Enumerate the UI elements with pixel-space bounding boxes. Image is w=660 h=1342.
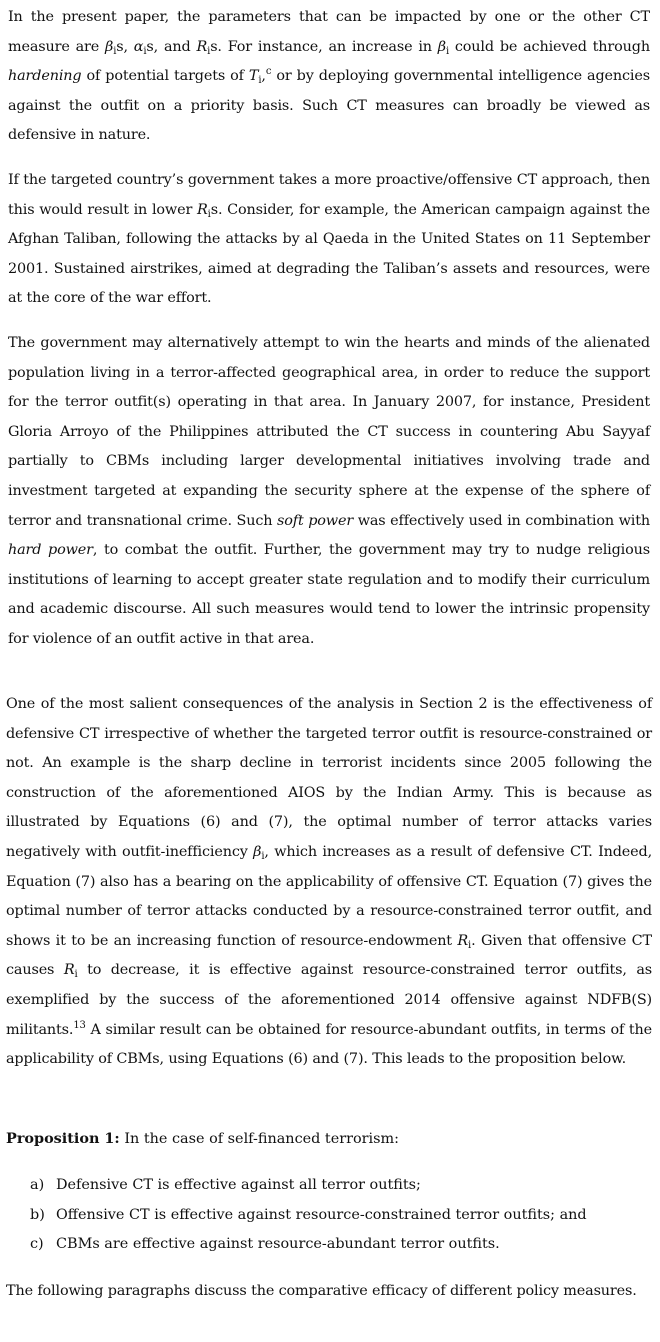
paragraph-closing: The following paragraphs discuss the comparative efficacy of different policy measures. [6,1283,637,1299]
r-symbol: R [63,962,75,979]
subscript-i: i [207,208,211,220]
paragraph-analysis-consequences: One of the most salient consequences of the analysis in Section 2 is the effectiveness of defensive CT irrespective of whether the targeted terror outfit is resource-constrained or not. An example is the sharp decline in terrorist incidents since 2005 following the construction of the aforementioned AIOS by the Indian Army. This is because as illustrated by Equations (6) and (7), the optimal number of terror attacks varies negatively with outfit-inefficiency $\beta_i$, which increases as a result of defensive CT. Indeed, Equation (7) also has a bearing on the applicability of offensive CT. Equation (7) gives the optimal number of terror attacks conducted by a resource-constrained terror outfit, and shows it to be an increasing function of resource-endowment $R_i$. Given that offensive CT causes $R_i$ to decrease, it is effective against resource-constrained terror outfits, as exemplified by the success of the aforementioned 2014 offensive against NDFB(S) militants.$^{13}$ A similar result can be obtained for resource-abundant outfits, in terms of the applicability of CBMs, using Equations (6) and (7). This leads to the proposition below. [6,696,653,1068]
list-marker: c) [30,1236,44,1253]
subscript-i: i [207,45,211,57]
paragraph-ct-parameters: In the present paper, the parameters that can be impacted by one or the other CT measure are $\beta_is$, $\alpha_is$, and $R_is$. For instance, an increase in $\beta_i$ could be achieved through hardening of potential targets of $T_i,^c$ or by deploying governmental intelligence agencies against the outfit on a priority basis. Such CT measures can broadly be viewed as defensive in nature. [8,9,650,144]
list-item-text: Offensive CT is effective against resource-constrained terror outfits; and [56,1206,587,1223]
list-item [30,1201,587,1231]
r-symbol: R [196,38,208,55]
footnote-13: 13 [73,1019,86,1031]
r-symbol: R [196,201,208,218]
subscript-i: i [143,45,147,57]
proposition-label: Proposition 1: [6,1130,120,1147]
alpha-symbol: α [133,38,144,55]
subscript-i: i [113,45,117,57]
list-item [30,1230,587,1260]
list-marker: a) [30,1177,45,1193]
list-item [30,1171,587,1201]
beta-symbol: β [253,843,262,860]
proposition-heading: Proposition 1: In the case of self-financed terrorism: [6,1130,400,1147]
beta-symbol: β [437,38,446,55]
list-item-text: Defensive CT is effective against all terror outfits; [56,1177,421,1193]
subscript-i: i [258,75,262,87]
beta-symbol: β [105,38,114,55]
proposition-list [30,1171,587,1260]
hard-power-term: hard power [8,542,93,559]
subscript-i: i [261,850,265,862]
list-marker: b) [30,1206,45,1223]
subscript-i: i [445,45,450,57]
hardening-term: hardening [8,68,82,85]
t-symbol: T [248,68,259,85]
subscript-i: i [74,969,78,981]
r-symbol: R [457,932,469,949]
soft-power-term: soft power [277,512,354,529]
subscript-i: i [468,939,472,951]
paragraph-offensive-ct: If the targeted country’s government takes a more proactive/offensive CT approach, then this would result in lower $R_is$. Consider, for example, the American campaign against the Afghan Taliban, following the attacks by al Qaeda in the United States on 11 September 2001. Sustained airstrikes, aimed at degrading the Taliban’s assets and resources, were at the core of the war effort. [8,172,650,307]
paragraph-hearts-and-minds: The government may alternatively attempt to win the hearts and minds of the alienated population living in a terror-affected geographical area, in order to reduce the support for the terror outfit(s) operating in that area. In January 2007, for instance, President Gloria Arroyo of the Philippines attributed the CT success in countering Abu Sayyaf partially to CBMs including larger developmental initiatives involving trade and investment targeted at expanding the security sphere at the expense of the sphere of terror and transnational crime. Such soft power was effectively used in combination with hard power, to combat the outfit. Further, the government may try to nudge religious institutions of learning to accept greater state regulation and to modify their curriculum and academic discourse. All such measures would tend to lower the intrinsic propensity for violence of an outfit active in that area. [8,335,650,647]
list-item-text: CBMs are effective against resource-abundant terror outfits. [56,1236,500,1253]
footnote-c: c [265,66,272,78]
